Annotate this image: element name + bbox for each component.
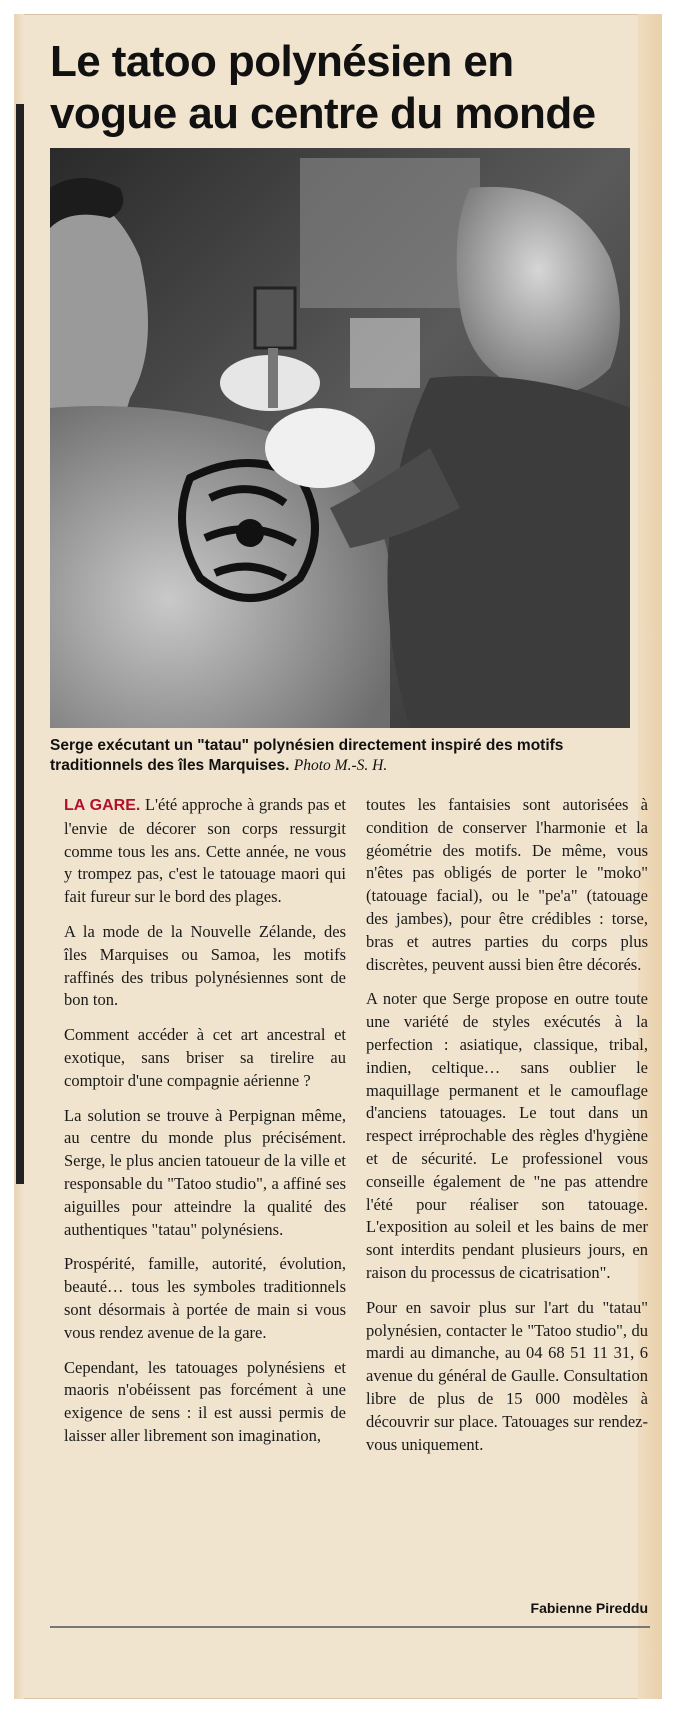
photo-credit: Photo M.-S. H.: [293, 757, 388, 774]
paragraph-6: Cependant, les tatouages polynésiens et maoris n'obéissent pas forcément à une exigence de sens : il est aussi permis de laisser aller librement son imagination,: [64, 1357, 346, 1445]
right-column: [366, 794, 648, 1468]
paragraph-1: [64, 794, 346, 909]
newspaper-clipping: [14, 14, 662, 1699]
paragraph-7: toutes les fantaisies sont autorisées à condition de conserver l'harmonie et la géométrie des motifs. De même, vous n'êtes pas obligés de porter le "moko" (tatouage facial), ou le "pe'a" (tatouage des jambes), pour être crédibles : torse, bras et autres parties du corps plus discrètes, peuvent aussi bien être décorés.: [366, 795, 648, 974]
bottom-rule: [50, 1626, 650, 1628]
paragraph-3: Comment accéder à cet art ancestral et exotique, sans briser sa tirelire au comptoir d'une compagnie aérienne ?: [64, 1025, 346, 1090]
scan-edge-bar: [16, 104, 24, 1184]
byline: Fabienne Pireddu: [530, 1600, 648, 1616]
paragraph-8: A noter que Serge propose en outre toute une variété de styles exécutés à la perfection : asiatique, classique, tribal, indien, celtique… sans oublier le maquillage permanent et le camouflage d'anciens tatouages. Le tout dans un respect irréprochable des règles d'hygiène et de sécurité. Le professionel vous conseille également de "ne pas attendre l'été pour réaliser son tatouage. L'exposition au soleil et les bains de mer sont interdits pendant plusieurs jours, en raison du processus de cicatrisation".: [366, 989, 648, 1282]
paragraph-2: A la mode de la Nouvelle Zélande, des îles Marquises ou Samoa, les motifs raffinés des tribus polynésiennes sont de bon ton.: [64, 921, 346, 1010]
kicker: LA GARE.: [64, 797, 141, 814]
caption-text: Serge exécutant un "tatau" polynésien directement inspiré des motifs traditionnels des îles Marquises.: [50, 737, 564, 774]
left-column: [64, 794, 346, 1460]
article-headline: Le tatoo polynésien en vogue au centre du monde: [50, 37, 596, 138]
paragraph-9: Pour en savoir plus sur l'art du "tatau" polynésien, contacter le "Tatoo studio", du mardi au dimanche, au 04 68 51 11 31, 6 avenue du général de Gaulle. Consultation libre de plus de 15 000 modèles à découvrir sur place. Tatouages sur rendez-vous uniquement.: [366, 1297, 648, 1454]
paragraph-5: Prospérité, famille, autorité, évolution, beauté… tous les symboles traditionnels sont désormais à portée de main si vous vous rendez avenue de la gare.: [64, 1254, 346, 1342]
paragraph-1-text: L'été approche à grands pas et l'envie de décorer son corps ressurgit comme tous les ans. Cette année, ne vous y trompez pas, c'est le tatouage maori qui fait fureur sur le bord des plages.: [64, 795, 347, 907]
paragraph-4: La solution se trouve à Perpignan même, au centre du monde plus précisément. Serge, le plus ancien tatoueur de la ville et responsable du "Tatoo studio", a affiné ses aiguilles pour atteindre la qualité des authentiques "tatau" polynésiens.: [64, 1105, 346, 1239]
article-photo: [50, 148, 630, 728]
photo-caption: [50, 736, 640, 776]
tattoo-session-photo: [50, 148, 630, 728]
